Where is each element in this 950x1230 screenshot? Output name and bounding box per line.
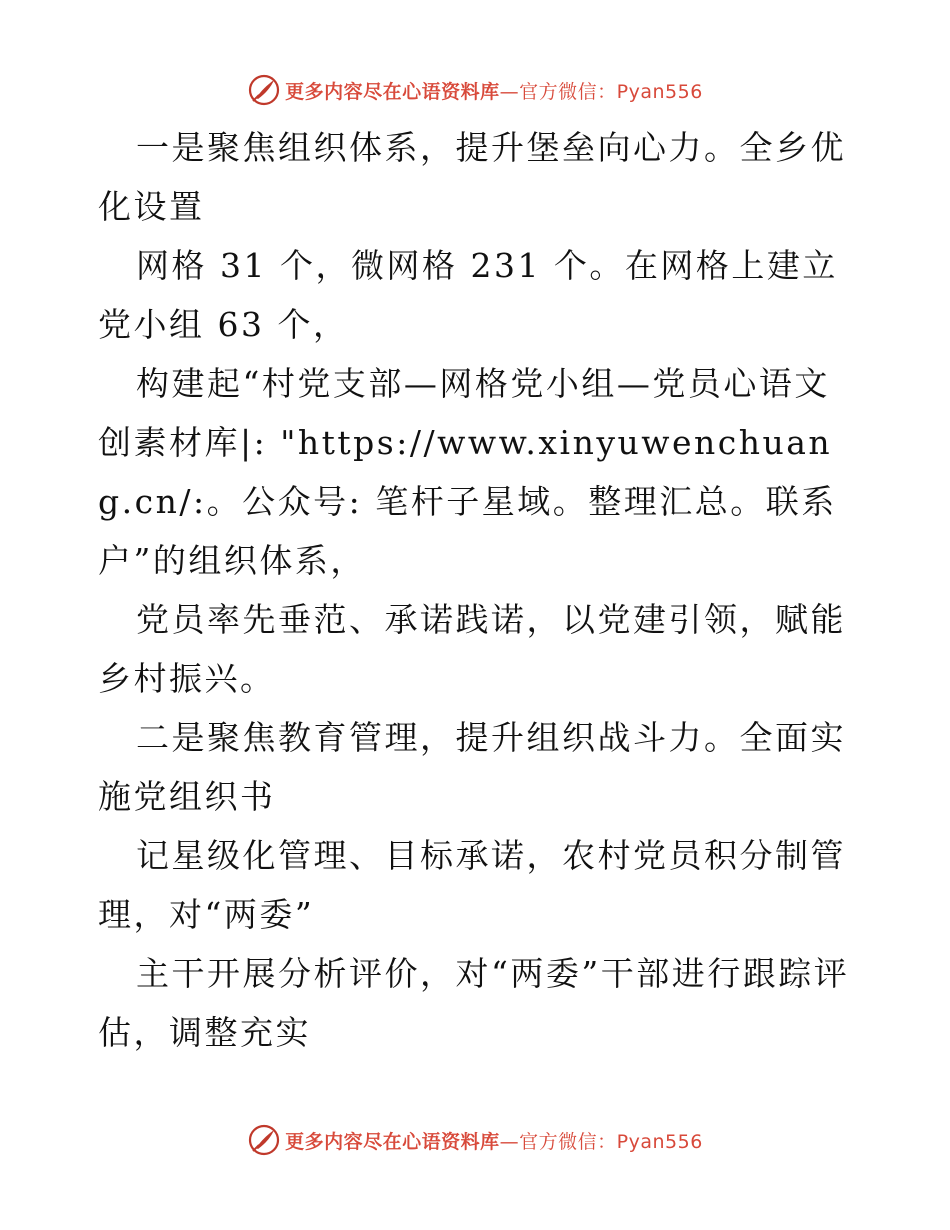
paragraph: 一是聚焦组织体系，提升堡垒向心力。全乡优化设置 <box>98 128 846 226</box>
footer-banner <box>0 1120 950 1160</box>
paragraph: 构建起“村党支部—网格党小组—党员心语文创素材库|: "https://www.xinyuwenchuang.cn/:。公众号: 笔杆子星域。整理汇总。联系户”的组织体系， <box>98 364 837 580</box>
header-banner-text <box>285 77 703 104</box>
paragraph: 主干开展分析评价，对“两委”干部进行跟踪评估，调整充实 <box>98 954 850 1052</box>
quill-pen-logo-icon <box>247 1123 281 1157</box>
paragraph: 记星级化管理、目标承诺，农村党员积分制管理，对“两委” <box>98 836 846 934</box>
header-banner-main-text: 更多内容尽在心语资料库 <box>285 80 500 103</box>
footer-banner-text <box>285 1127 703 1154</box>
paragraph: 网格 31 个，微网格 231 个。在网格上建立党小组 63 个， <box>98 246 838 344</box>
footer-banner-main-text: 更多内容尽在心语资料库 <box>285 1130 500 1153</box>
footer-banner-wechat-text: —官方微信：Pyan556 <box>499 1130 703 1153</box>
document-body <box>98 118 858 1062</box>
quill-pen-logo-icon <box>247 73 281 107</box>
paragraph: 党员率先垂范、承诺践诺，以党建引领，赋能乡村振兴。 <box>98 600 846 698</box>
header-banner <box>0 70 950 110</box>
paragraph: 二是聚焦教育管理，提升组织战斗力。全面实施党组织书 <box>98 718 846 816</box>
header-banner-wechat-text: —官方微信：Pyan556 <box>499 80 703 103</box>
